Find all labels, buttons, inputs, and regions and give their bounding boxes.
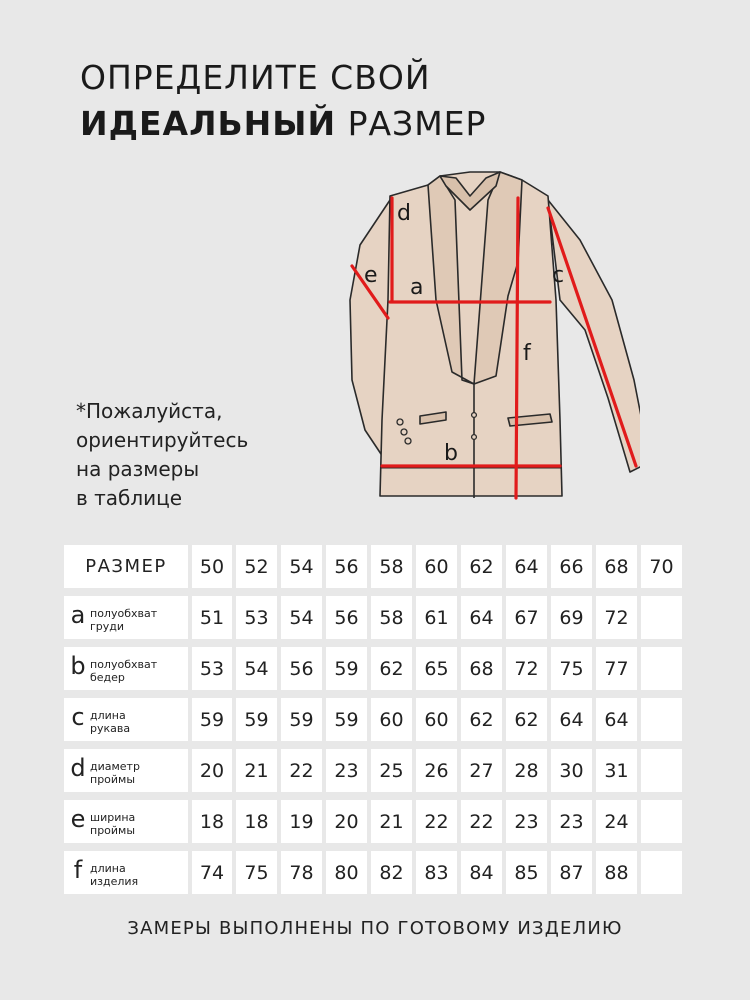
table-cell: 72 bbox=[596, 596, 637, 639]
table-cell: 64 bbox=[596, 698, 637, 741]
table-cell: 84 bbox=[461, 851, 502, 894]
table-cell: 77 bbox=[596, 647, 637, 690]
row-measure-name-line: длина bbox=[90, 708, 126, 722]
table-cell: 19 bbox=[281, 800, 322, 843]
table-cell: 59 bbox=[236, 698, 277, 741]
table-cell: 60 bbox=[371, 698, 412, 741]
table-cell: 20 bbox=[192, 749, 232, 792]
table-cell: 23 bbox=[551, 800, 592, 843]
table-row-label bbox=[64, 800, 188, 843]
table-cell: 22 bbox=[461, 800, 502, 843]
table-cell: 30 bbox=[551, 749, 592, 792]
row-measure-name-line: проймы bbox=[90, 823, 136, 837]
table-cell: 24 bbox=[596, 800, 637, 843]
table-cell: 51 bbox=[192, 596, 232, 639]
table-cell: 62 bbox=[461, 698, 502, 741]
diagram-letter-a: a bbox=[410, 275, 424, 300]
table-cell: 59 bbox=[281, 698, 322, 741]
jacket-diagram bbox=[340, 160, 640, 510]
row-letter: e bbox=[70, 804, 86, 833]
table-cell: 59 bbox=[326, 698, 367, 741]
table-header-size: 54 bbox=[281, 545, 322, 588]
row-measure-name-line: груди bbox=[90, 619, 125, 633]
table-cell: 64 bbox=[461, 596, 502, 639]
diagram-letter-d: d bbox=[397, 201, 411, 226]
table-cell: 75 bbox=[551, 647, 592, 690]
table-row-label bbox=[64, 749, 188, 792]
diagram-letter-f: f bbox=[523, 341, 531, 366]
note-line: на размеры bbox=[76, 457, 200, 481]
table-header-size: 50 bbox=[192, 545, 232, 588]
table-cell: 88 bbox=[596, 851, 637, 894]
table-cell: 54 bbox=[236, 647, 277, 690]
table-cell: 59 bbox=[192, 698, 232, 741]
table-header-size: 58 bbox=[371, 545, 412, 588]
title-rest: РАЗМЕР bbox=[336, 104, 487, 143]
table-cell: 78 bbox=[281, 851, 322, 894]
footer-note: ЗАМЕРЫ ВЫПОЛНЕНЫ ПО ГОТОВОМУ ИЗДЕЛИЮ bbox=[127, 918, 623, 939]
table-cell: 64 bbox=[551, 698, 592, 741]
row-measure-name-line: полуобхват bbox=[90, 606, 158, 620]
size-note bbox=[76, 397, 248, 513]
row-measure-name-line: полуобхват bbox=[90, 657, 158, 671]
note-line: *Пожалуйста, bbox=[76, 399, 223, 423]
table-cell bbox=[641, 800, 682, 843]
table-cell: 87 bbox=[551, 851, 592, 894]
table-cell: 20 bbox=[326, 800, 367, 843]
row-measure-name-line: длина bbox=[90, 861, 126, 875]
row-measure-name bbox=[90, 709, 130, 735]
table-header-size: 64 bbox=[506, 545, 547, 588]
table-row-label bbox=[64, 596, 188, 639]
table-cell bbox=[641, 596, 682, 639]
row-measure-name-line: диаметр bbox=[90, 759, 140, 773]
table-header-size: 68 bbox=[596, 545, 637, 588]
table-cell: 74 bbox=[192, 851, 232, 894]
table-cell: 65 bbox=[416, 647, 457, 690]
table-row-label bbox=[64, 698, 188, 741]
table-cell: 75 bbox=[236, 851, 277, 894]
table-cell: 26 bbox=[416, 749, 457, 792]
diagram-letter-b: b bbox=[444, 441, 458, 466]
table-cell: 25 bbox=[371, 749, 412, 792]
table-cell: 85 bbox=[506, 851, 547, 894]
table-cell: 72 bbox=[506, 647, 547, 690]
row-letter: b bbox=[70, 651, 86, 680]
note-line: в таблице bbox=[76, 486, 183, 510]
table-cell: 22 bbox=[281, 749, 322, 792]
row-measure-name-line: изделия bbox=[90, 874, 139, 888]
table-cell bbox=[641, 851, 682, 894]
row-letter: d bbox=[70, 753, 86, 782]
row-measure-name-line: ширина bbox=[90, 810, 136, 824]
table-cell: 61 bbox=[416, 596, 457, 639]
table-cell bbox=[641, 647, 682, 690]
row-measure-name-line: бедер bbox=[90, 670, 125, 684]
size-table bbox=[64, 545, 682, 894]
title-line-1: ОПРЕДЕЛИТЕ СВОЙ bbox=[80, 58, 431, 97]
table-cell: 23 bbox=[506, 800, 547, 843]
measure-line-f bbox=[516, 198, 518, 498]
table-header-size: 62 bbox=[461, 545, 502, 588]
title-bold-word: ИДЕАЛЬНЫЙ bbox=[80, 104, 337, 143]
table-cell: 62 bbox=[371, 647, 412, 690]
diagram-letter-e: e bbox=[364, 263, 378, 288]
row-measure-name-line: проймы bbox=[90, 772, 136, 786]
table-header-size: 66 bbox=[551, 545, 592, 588]
row-measure-name bbox=[90, 862, 138, 888]
table-cell: 54 bbox=[281, 596, 322, 639]
table-cell: 27 bbox=[461, 749, 502, 792]
table-header-size: 70 bbox=[641, 545, 682, 588]
table-cell: 59 bbox=[326, 647, 367, 690]
table-cell: 18 bbox=[192, 800, 232, 843]
table-cell: 69 bbox=[551, 596, 592, 639]
table-cell: 67 bbox=[506, 596, 547, 639]
table-cell: 23 bbox=[326, 749, 367, 792]
table-cell: 18 bbox=[236, 800, 277, 843]
table-header-size: 52 bbox=[236, 545, 277, 588]
table-cell: 58 bbox=[371, 596, 412, 639]
table-header-label: РАЗМЕР bbox=[64, 545, 188, 588]
table-cell: 21 bbox=[371, 800, 412, 843]
row-measure-name bbox=[90, 811, 135, 837]
table-row-label bbox=[64, 647, 188, 690]
table-cell: 62 bbox=[506, 698, 547, 741]
table-cell: 21 bbox=[236, 749, 277, 792]
row-letter: f bbox=[73, 855, 83, 884]
title-line-2 bbox=[80, 101, 486, 147]
note-line: ориентируйтесь bbox=[76, 428, 249, 452]
table-cell: 83 bbox=[416, 851, 457, 894]
table-cell: 56 bbox=[281, 647, 322, 690]
row-measure-name bbox=[90, 658, 157, 684]
diagram-letter-c: c bbox=[552, 263, 565, 288]
table-cell: 53 bbox=[192, 647, 232, 690]
page-title bbox=[80, 55, 486, 147]
table-cell: 31 bbox=[596, 749, 637, 792]
row-letter: a bbox=[70, 600, 86, 629]
table-cell bbox=[641, 698, 682, 741]
table-cell: 60 bbox=[416, 698, 457, 741]
table-cell: 22 bbox=[416, 800, 457, 843]
table-cell: 28 bbox=[506, 749, 547, 792]
table-header-size: 60 bbox=[416, 545, 457, 588]
row-measure-name bbox=[90, 607, 157, 633]
row-letter: c bbox=[71, 702, 85, 731]
table-cell: 56 bbox=[326, 596, 367, 639]
row-measure-name bbox=[90, 760, 140, 786]
row-measure-name-line: рукава bbox=[90, 721, 131, 735]
table-header-size: 56 bbox=[326, 545, 367, 588]
table-cell: 53 bbox=[236, 596, 277, 639]
table-cell: 80 bbox=[326, 851, 367, 894]
table-cell bbox=[641, 749, 682, 792]
table-row-label bbox=[64, 851, 188, 894]
table-cell: 68 bbox=[461, 647, 502, 690]
table-cell: 82 bbox=[371, 851, 412, 894]
